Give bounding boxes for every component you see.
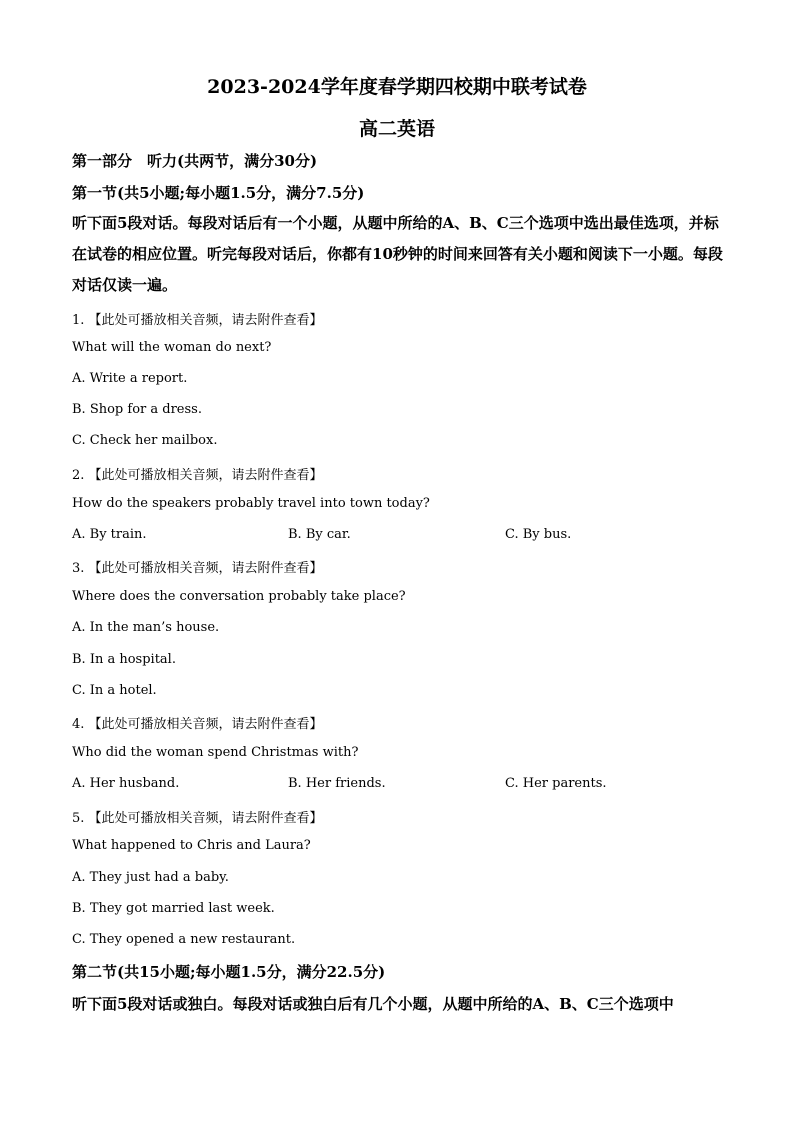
q4-question: Who did the woman spend Christmas with? (72, 745, 359, 760)
q2-option-a: A. By train. (72, 527, 147, 542)
exam-title: 2023-2024学年度春学期四校期中联考试卷 (207, 76, 587, 98)
q2-audio-note[interactable]: 2. 【此处可播放相关音频，请去附件查看】 (72, 468, 323, 483)
q1-option-a: A. Write a report. (72, 371, 188, 386)
q3-question: Where does the conversation probably take place? (72, 589, 406, 604)
section2-instructions: 听下面5段对话或独白。每段对话或独白后有几个小题，从题中所给的A、B、C三个选项中 (72, 995, 674, 1013)
q4-audio-note[interactable]: 4. 【此处可播放相关音频，请去附件查看】 (72, 717, 323, 732)
q4-option-a: A. Her husband. (72, 776, 180, 791)
q4-option-b: B. Her friends. (288, 776, 386, 791)
section1-instructions: 听下面5段对话。每段对话后有一个小题，从题中所给的A、B、C三个选项中选出最佳选项，并标在试卷的相应位置。听完每段对话后，你都有10秒钟的时间来回答有关小题和阅读下一小题。每段对话仅读一遍。 (72, 214, 723, 294)
q5-question: What happened to Chris and Laura? (72, 838, 311, 853)
q2-question: How do the speakers probably travel into town today? (72, 496, 430, 511)
q5-option-b: B. They got married last week. (72, 901, 275, 916)
q3-audio-note[interactable]: 3. 【此处可播放相关音频，请去附件查看】 (72, 561, 323, 576)
q1-option-b: B. Shop for a dress. (72, 402, 202, 417)
part1-heading: 第一部分 听力(共两节，满分30分) (72, 152, 318, 170)
q2-option-c: C. By bus. (505, 527, 572, 542)
q3-option-c: C. In a hotel. (72, 683, 157, 698)
q5-audio-note[interactable]: 5. 【此处可播放相关音频，请去附件查看】 (72, 811, 323, 826)
q3-option-b: B. In a hospital. (72, 652, 176, 667)
q2-option-b: B. By car. (288, 527, 351, 542)
q5-option-c: C. They opened a new restaurant. (72, 932, 296, 947)
exam-subtitle: 高二英语 (358, 118, 435, 140)
q3-option-a: A. In the man’s house. (72, 620, 220, 635)
section2-heading: 第二节(共15小题;每小题1.5分，满分22.5分) (72, 963, 386, 981)
q1-audio-note[interactable]: 1. 【此处可播放相关音频，请去附件查看】 (72, 313, 323, 328)
section1-heading: 第一节(共5小题;每小题1.5分，满分7.5分) (72, 184, 365, 202)
q4-option-c: C. Her parents. (505, 776, 607, 791)
q1-option-c: C. Check her mailbox. (72, 433, 218, 448)
q5-option-a: A. They just had a baby. (72, 870, 229, 885)
q1-question: What will the woman do next? (72, 340, 272, 355)
